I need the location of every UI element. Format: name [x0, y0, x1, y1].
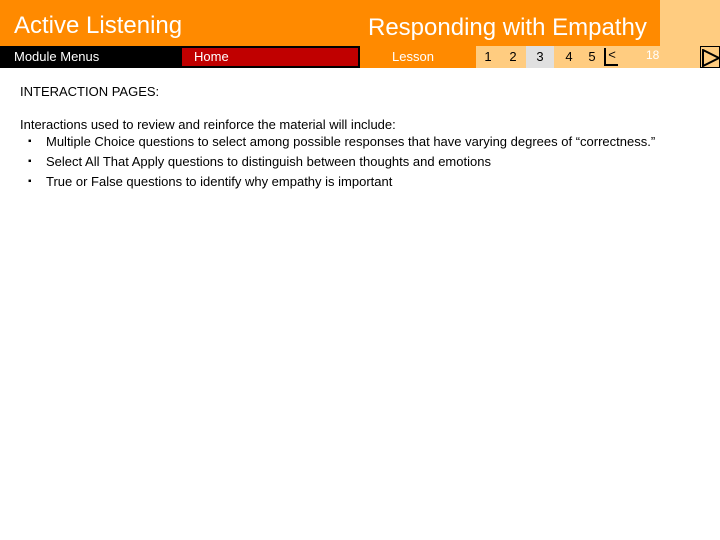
header-bar — [0, 0, 720, 68]
bullet-icon: ▪ — [28, 136, 32, 147]
lesson-label: Lesson — [360, 46, 476, 68]
lesson-title: Responding with Empathy — [368, 14, 647, 41]
bullet-icon: ▪ — [28, 176, 32, 187]
module-menus-button[interactable]: Module Menus — [0, 46, 180, 68]
next-arrow-icon — [702, 49, 720, 67]
lesson-3-button[interactable]: 3 — [526, 46, 554, 68]
course-title: Active Listening — [14, 12, 183, 39]
home-button[interactable]: Home — [180, 46, 360, 68]
page-number: 18 — [646, 48, 660, 62]
section-heading: INTERACTION PAGES: — [20, 84, 160, 99]
lesson-4-button[interactable]: 4 — [565, 49, 573, 64]
intro-text: Interactions used to review and reinforce the material will include: — [20, 117, 396, 132]
lesson-1-button[interactable]: 1 — [484, 49, 492, 64]
lesson-2-button[interactable]: 2 — [509, 49, 517, 64]
list-item-text: Select All That Apply questions to distinguish between thoughts and emotions — [46, 154, 491, 169]
list-item-text: True or False questions to identify why empathy is important — [46, 174, 393, 189]
list-item — [20, 174, 700, 190]
lesson-5-button[interactable]: 5 — [588, 49, 596, 64]
next-page-button[interactable] — [700, 46, 720, 68]
previous-page-button[interactable]: < — [604, 48, 618, 66]
bullet-list — [20, 134, 700, 190]
bullet-icon: ▪ — [28, 156, 32, 167]
main-content — [20, 84, 700, 194]
list-item — [20, 154, 700, 170]
list-item-text: Multiple Choice questions to select among possible responses that have varying degrees of “correctness.” — [46, 134, 656, 149]
list-item — [20, 134, 700, 150]
